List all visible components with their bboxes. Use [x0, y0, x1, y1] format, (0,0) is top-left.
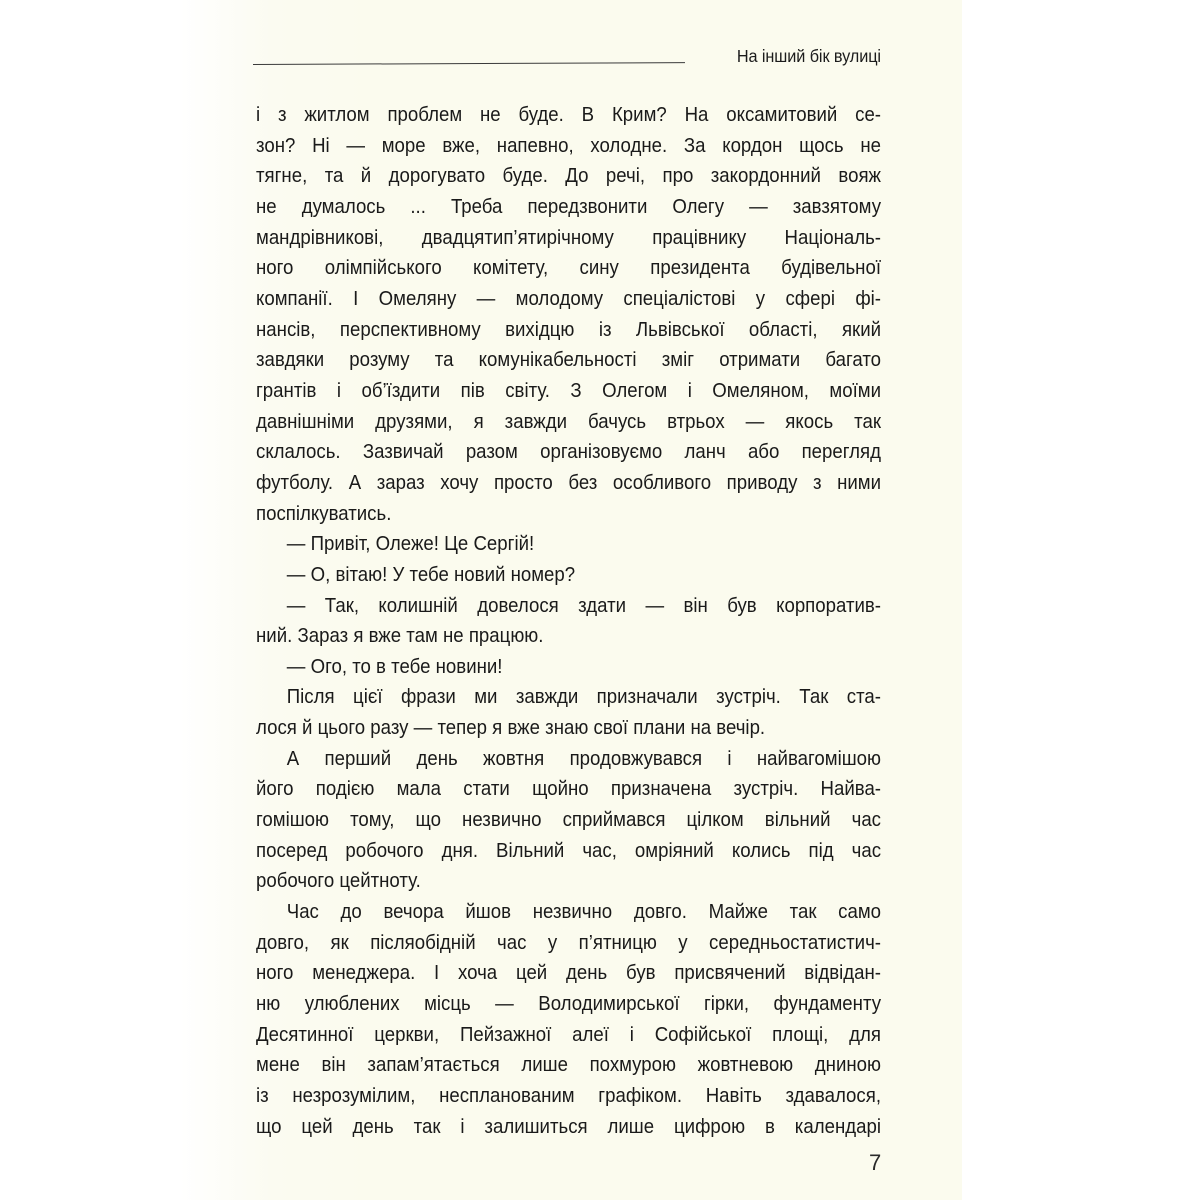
- text-line: — Ого, то в тебе новини!: [286, 654, 503, 678]
- text-line: склалось. Зазвичай разом організовуємо ланч або перегляд: [256, 440, 882, 464]
- text-line: гомішою тому, що незвично сприймався цілком вільний час: [256, 808, 882, 832]
- text-line: тягне, та й дорогувато буде. До речі, про закордонний вояж: [256, 164, 882, 188]
- text-line: мене він запам’ятається лише похмурою жовтневою дниною: [256, 1053, 882, 1077]
- text-line: Десятинної церкви, Пейзажної алеї і Софійської площі, для: [256, 1022, 882, 1046]
- page-number: 7: [869, 1150, 882, 1175]
- text-line: ний. Зараз я вже там не працюю.: [256, 624, 544, 648]
- text-line: лося й цього разу — тепер я вже знаю свої плани на вечір.: [256, 716, 766, 740]
- text-line: зон? Ні — море вже, напевно, холодне. За кордон щось не: [256, 133, 882, 157]
- text-line: давнішніми друзями, я завжди бачусь втрьох — якось так: [256, 409, 882, 433]
- header-rule: [253, 62, 685, 65]
- text-line: його подією мала стати щойно призначена зустріч. Найва-: [256, 777, 882, 801]
- text-line: А перший день жовтня продовжувався і найвагомішою: [286, 746, 882, 770]
- text-line: поспілкуватись.: [256, 501, 392, 525]
- text-line: Час до вечора йшов незвично довго. Майже так само: [286, 900, 882, 924]
- body-text: [256, 100, 881, 1142]
- text-line: мандрівникові, двадцятип’ятирічному працівнику Національ-: [256, 225, 882, 249]
- text-line: і з житлом проблем не буде. В Крим? На оксамитовий се-: [256, 103, 882, 126]
- text-line: завдяки розуму та комунікабельності зміг отримати багато: [256, 348, 882, 372]
- text-line: — Привіт, Олеже! Це Сергій!: [286, 532, 535, 556]
- text-line: ного менеджера. І хоча цей день був присвячений відвідан-: [256, 961, 882, 985]
- text-line: компанії. І Омеляну — молодому спеціалістові у сфері фі-: [256, 286, 882, 310]
- text-line: що цей день так і залишиться лише цифрою в календарі: [256, 1114, 882, 1138]
- text-line: нансів, перспективному вихідцю із Львівської області, який: [256, 317, 882, 341]
- text-line: не думалось ... Треба передзвонити Олегу — завзятому: [256, 194, 882, 218]
- text-line: посеред робочого дня. Вільний час, омріяний колись під час: [256, 838, 882, 862]
- text-line: ного олімпійського комітету, сину президента будівельної: [256, 256, 882, 280]
- running-head-title: На інший бік вулиці: [736, 46, 881, 66]
- text-line: — Так, колишній довелося здати — він був корпоратив-: [286, 593, 882, 617]
- text-line: грантів і об’їздити пів світу. З Олегом і Омеляном, моїми: [256, 378, 882, 402]
- running-head: [253, 44, 881, 70]
- text-line: робочого цейтноту.: [256, 869, 421, 893]
- text-line: довго, як післяобідній час у п’ятницю у середньостатистич-: [256, 930, 882, 954]
- text-line: ню улюблених місць — Володимирської гірки, фундаменту: [256, 992, 882, 1016]
- text-line: — О, вітаю! У тебе новий номер?: [286, 562, 576, 586]
- text-line: Після цієї фрази ми завжди призначали зустріч. Так ста-: [286, 685, 882, 709]
- text-line: із незрозумілим, неспланованим графіком. Навіть здавалося,: [256, 1084, 882, 1107]
- text-line: футболу. А зараз хочу просто без особливого приводу з ними: [256, 470, 882, 494]
